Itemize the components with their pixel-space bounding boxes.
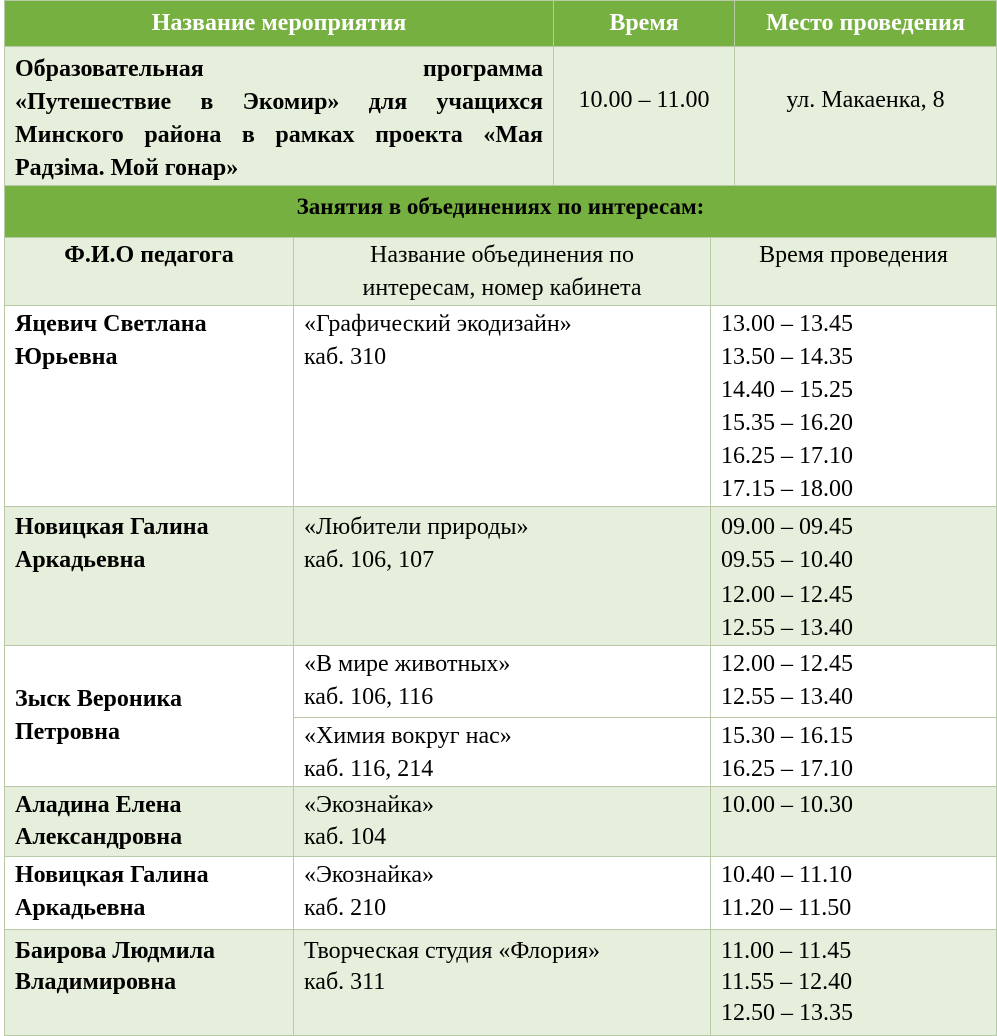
time-slot: 11.00 – 11.45 xyxy=(721,938,852,964)
time-slot: 16.25 – 17.10 xyxy=(721,756,853,782)
club-cell xyxy=(294,930,711,1036)
time-slot: 10.40 – 11.10 xyxy=(721,862,853,888)
time-cell xyxy=(711,306,997,507)
subheader-teacher: Ф.И.О педагога xyxy=(5,238,294,306)
teacher-name-line: Аркадьевна xyxy=(15,547,146,573)
teacher-cell xyxy=(5,930,294,1036)
teacher-name-line: Яцевич Светлана xyxy=(15,311,207,337)
club-name: «Химия вокруг нас» xyxy=(304,723,512,749)
club-room: каб. 106, 116 xyxy=(304,684,434,710)
teacher-name-line: Петровна xyxy=(15,719,120,745)
club-cell xyxy=(294,507,711,646)
teacher-name-line: Новицкая Галина xyxy=(15,862,209,888)
club-name: «В мире животных» xyxy=(304,651,511,677)
club-room: каб. 310 xyxy=(304,344,387,370)
teacher-cell xyxy=(5,787,294,857)
teacher-cell xyxy=(5,646,294,787)
schedule-table xyxy=(4,0,997,1036)
event-title-line: Образовательная программа xyxy=(15,56,543,82)
time-slot: 16.25 – 17.10 xyxy=(721,443,853,469)
club-cell xyxy=(294,646,711,718)
teacher-name-line: Владимировна xyxy=(15,969,177,995)
time-slot: 13.50 – 14.35 xyxy=(721,344,853,370)
time-slot: 10.00 – 10.30 xyxy=(721,792,853,818)
header-time: Время xyxy=(554,1,735,47)
club-cell xyxy=(294,306,711,507)
event-title-line: Радзіма. Мой гонар» xyxy=(15,155,239,181)
time-slot: 15.30 – 16.15 xyxy=(721,723,853,749)
section-title: Занятия в объединениях по интересам: xyxy=(5,186,997,238)
time-cell xyxy=(711,507,997,646)
time-slot: 11.55 – 12.40 xyxy=(721,969,853,995)
subheader-club-line: интересам, номер кабинета xyxy=(362,275,642,301)
club-cell xyxy=(294,857,711,930)
club-name: «Любители природы» xyxy=(304,514,529,540)
club-room: каб. 104 xyxy=(304,824,387,850)
time-slot: 13.00 – 13.45 xyxy=(721,311,853,337)
teacher-cell xyxy=(5,507,294,646)
club-cell xyxy=(294,787,711,857)
time-slot: 12.50 – 13.35 xyxy=(721,1000,853,1026)
club-name: «Графический экодизайн» xyxy=(304,311,572,337)
club-cell xyxy=(294,718,711,787)
teacher-name-line: Зыск Вероника xyxy=(15,686,183,712)
club-room: каб. 311 xyxy=(304,969,386,995)
event-title-line: Минского района в рамках проекта «Мая xyxy=(15,122,543,148)
event-place: ул. Макаенка, 8 xyxy=(735,47,997,186)
time-slot: 14.40 – 15.25 xyxy=(721,377,853,403)
teacher-name-line: Новицкая Галина xyxy=(15,514,209,540)
time-slot: 12.00 – 12.45 xyxy=(721,582,853,608)
club-room: каб. 106, 107 xyxy=(304,547,435,573)
header-event: Название мероприятия xyxy=(5,1,554,47)
teacher-name-line: Аркадьевна xyxy=(15,895,146,921)
subheader-club xyxy=(294,238,711,306)
time-cell xyxy=(711,787,997,857)
time-cell xyxy=(711,857,997,930)
teacher-cell xyxy=(5,306,294,507)
time-slot: 09.55 – 10.40 xyxy=(721,547,853,573)
event-time: 10.00 – 11.00 xyxy=(554,47,735,186)
club-name: «Экознайка» xyxy=(304,792,435,818)
time-slot: 09.00 – 09.45 xyxy=(721,514,853,540)
subheader-time: Время проведения xyxy=(711,238,997,306)
time-slot: 15.35 – 16.20 xyxy=(721,410,853,436)
teacher-name-line: Баирова Людмила xyxy=(15,938,216,964)
club-name: Творческая студия «Флория» xyxy=(304,938,601,964)
teacher-name-line: Александровна xyxy=(15,824,183,850)
event-title-line: «Путешествие в Экомир» для учащихся xyxy=(15,89,543,115)
event-title xyxy=(5,47,554,186)
teacher-cell xyxy=(5,857,294,930)
teacher-name-line: Юрьевна xyxy=(15,344,118,370)
time-slot: 12.55 – 13.40 xyxy=(721,615,853,641)
time-slot: 12.00 – 12.45 xyxy=(721,651,853,677)
club-room: каб. 210 xyxy=(304,895,387,921)
time-cell xyxy=(711,930,997,1036)
time-slot: 12.55 – 13.40 xyxy=(721,684,853,710)
time-slot: 11.20 – 11.50 xyxy=(721,895,852,921)
club-name: «Экознайка» xyxy=(304,862,435,888)
header-place: Место проведения xyxy=(735,1,997,47)
time-slot: 17.15 – 18.00 xyxy=(721,476,853,502)
time-cell xyxy=(711,646,997,718)
time-cell xyxy=(711,718,997,787)
teacher-name-line: Аладина Елена xyxy=(15,792,182,818)
subheader-club-line: Название объединения по xyxy=(370,242,634,268)
club-room: каб. 116, 214 xyxy=(304,756,434,782)
